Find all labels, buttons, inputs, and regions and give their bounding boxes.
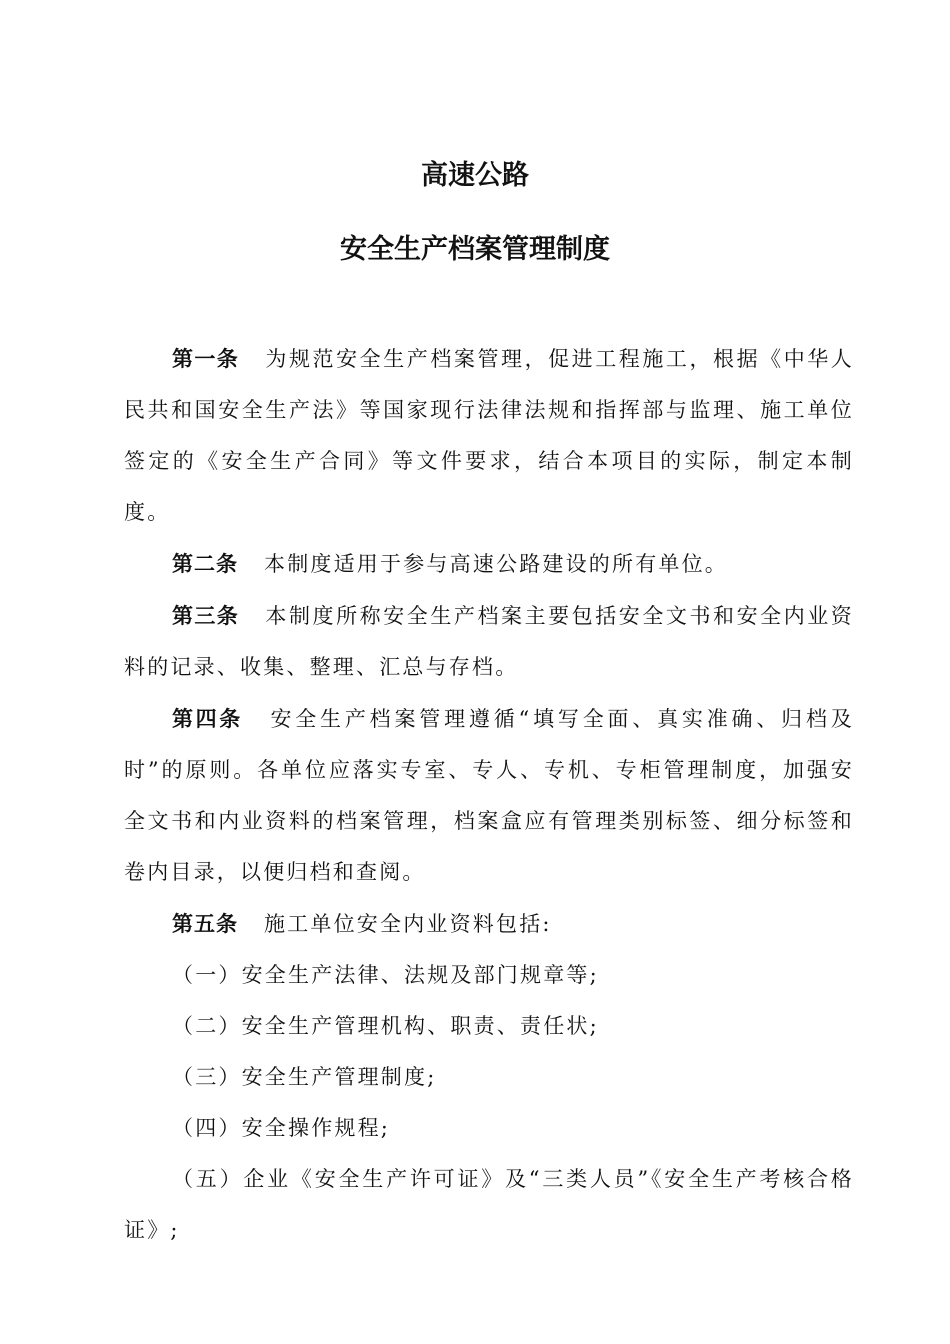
article-label: 第五条 [172,911,238,936]
article-label: 第二条 [172,551,238,576]
article-3 [124,590,854,693]
article-4 [124,693,854,898]
article-text: 本制度所称安全生产档案主要包括安全文书和安全内业资料的记录、收集、整理、汇总与存档。 [124,604,855,679]
list-item: （五）企业《安全生产许可证》及“三类人员”《安全生产考核合格证》; [124,1167,854,1242]
list-item: （三）安全生产管理制度; [172,1065,437,1089]
article-label: 第四条 [172,706,243,731]
document-body [124,333,854,1256]
document-title-line2: 安全生产档案管理制度 [340,234,610,265]
article-1 [124,333,854,538]
article-text: 安全生产档案管理遵循“填写全面、真实准确、归档及时”的原则。各单位应落实专室、专人、专机、专柜管理制度，加强安全文书和内业资料的档案管理，档案盒应有管理类别标签、细分标签和卷内目录，以便归档和查阅。 [124,707,854,884]
list-item: （二）安全生产管理机构、职责、责任状; [172,1014,599,1038]
document-title-line1: 高速公路 [421,160,529,191]
article-text: 本制度适用于参与高速公路建设的所有单位。 [264,552,728,576]
article-2 [124,538,854,590]
article-label: 第一条 [172,346,240,371]
article-label: 第三条 [172,603,240,628]
article-5 [124,898,854,950]
article-text: 为规范安全生产档案管理，促进工程施工，根据《中华人民共和国安全生产法》等国家现行法律法规和指挥部与监理、施工单位签定的《安全生产合同》等文件要求，结合本项目的实际，制定本制度。 [124,347,855,524]
list-item: （一）安全生产法律、法规及部门规章等; [172,963,599,987]
article-text: 施工单位安全内业资料包括: [264,912,552,936]
list-item: （四）安全操作规程; [172,1116,391,1140]
